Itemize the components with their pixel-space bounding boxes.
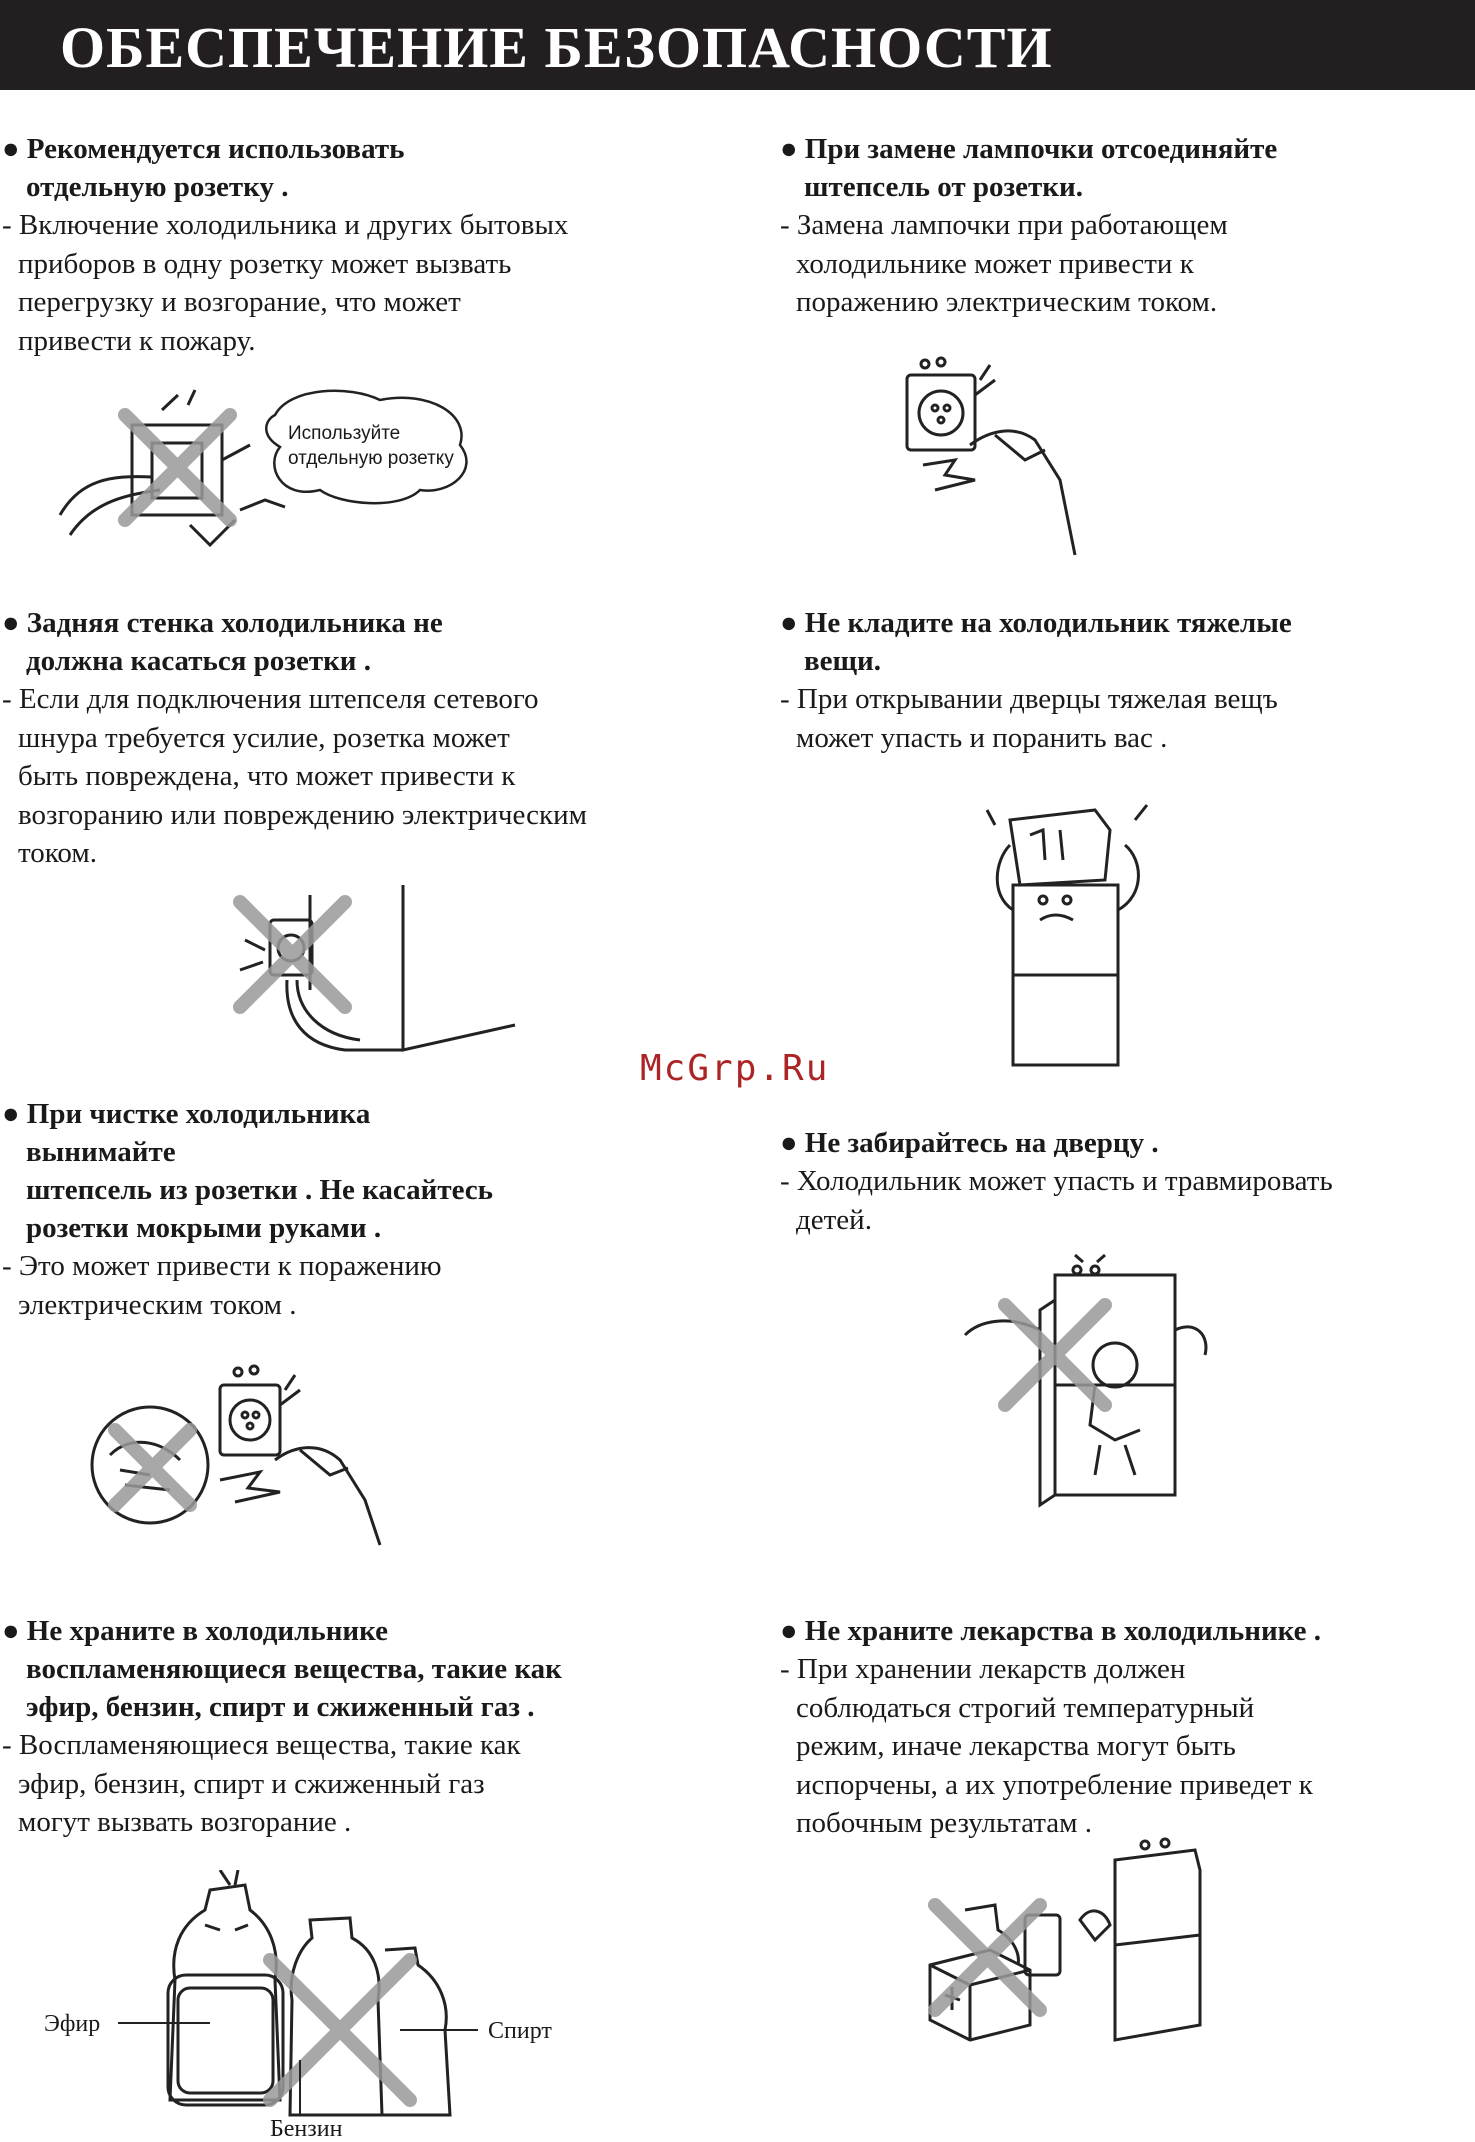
label-alcohol: Спирт bbox=[488, 2018, 552, 2044]
unplug-hand-icon bbox=[895, 350, 1095, 560]
child-on-door-icon bbox=[955, 1250, 1215, 1510]
safety-item-lamp-replacement bbox=[780, 130, 1440, 322]
item-title: ● При замене лампочки отсоединяйте штепсель от розетки. bbox=[780, 133, 1278, 203]
page-header bbox=[0, 0, 1475, 90]
flammable-containers-icon bbox=[30, 1870, 570, 2142]
item-description: - Холодильник может упасть и травмировать детей. bbox=[780, 1165, 1333, 1236]
wet-hands-outlet-icon bbox=[80, 1350, 400, 1550]
label-ether: Эфир bbox=[44, 2011, 101, 2037]
safety-item-cleaning-unplug bbox=[2, 1095, 662, 1324]
heavy-object-on-fridge-icon bbox=[985, 800, 1155, 1070]
safety-item-separate-outlet bbox=[2, 130, 662, 360]
safety-item-door-climbing bbox=[780, 1124, 1440, 1239]
item-description: - Включение холодильника и других бытовых приборов в одну розетку может вызвать перегрузку и возгорание, что может привести к пожару. bbox=[2, 209, 569, 357]
item-title: ● При чистке холодильника вынимайте штепсель из розетки . Не касайтесь розетки мокрыми руками . bbox=[2, 1098, 494, 1244]
item-title: ● Задняя стенка холодильника не должна касаться розетки . bbox=[2, 607, 443, 677]
safety-item-medicines bbox=[780, 1612, 1440, 1843]
safety-item-back-wall-outlet bbox=[2, 604, 662, 873]
safety-item-flammables bbox=[2, 1612, 662, 1842]
item-title: ● Рекомендуется использовать отдельную розетку . bbox=[2, 133, 405, 203]
overloaded-outlet-icon bbox=[50, 385, 480, 555]
medicine-fridge-icon bbox=[920, 1835, 1240, 2045]
item-title: ● Не кладите на холодильник тяжелые вещи. bbox=[780, 607, 1292, 677]
page-title: ОБЕСПЕЧЕНИЕ БЕЗОПАСНОСТИ bbox=[60, 15, 1053, 80]
label-gasoline: Бензин bbox=[270, 2116, 343, 2142]
item-description: - Воспламеняющиеся вещества, такие как эфир, бензин, спирт и сжиженный газ могут вызвать возгорание . bbox=[2, 1729, 521, 1838]
watermark: McGrp.Ru bbox=[640, 1048, 830, 1089]
item-title: ● Не забирайтесь на дверцу . bbox=[780, 1127, 1159, 1159]
item-description: - При открывании дверцы тяжелая вещъ может упасть и поранить вас . bbox=[780, 683, 1278, 754]
item-title: ● Не храните в холодильнике воспламеняющиеся вещества, такие как эфир, бензин, спирт и сжиженный газ . bbox=[2, 1615, 562, 1723]
item-description: - Это может привести к поражению электрическим током . bbox=[2, 1250, 442, 1321]
item-description: - При хранении лекарств должен соблюдаться строгий температурный режим, иначе лекарства могут быть испорчены, а их употребление приведет к побочным результатам . bbox=[780, 1653, 1313, 1839]
bubble-text-line-1: Используйте bbox=[288, 423, 401, 444]
item-description: - Если для подключения штепселя сетевого шнура требуется усилие, розетка может быть повреждена, что может привести к возгоранию или повреждению электрическим током. bbox=[2, 683, 587, 869]
bubble-text-line-2: отдельную розетку bbox=[288, 448, 454, 469]
item-description: - Замена лампочки при работающем холодильнике может привести к поражению электрическим током. bbox=[780, 209, 1228, 318]
safety-item-heavy-objects bbox=[780, 604, 1440, 757]
item-title: ● Не храните лекарства в холодильнике . bbox=[780, 1615, 1322, 1647]
outlet-behind-fridge-icon bbox=[225, 880, 525, 1060]
